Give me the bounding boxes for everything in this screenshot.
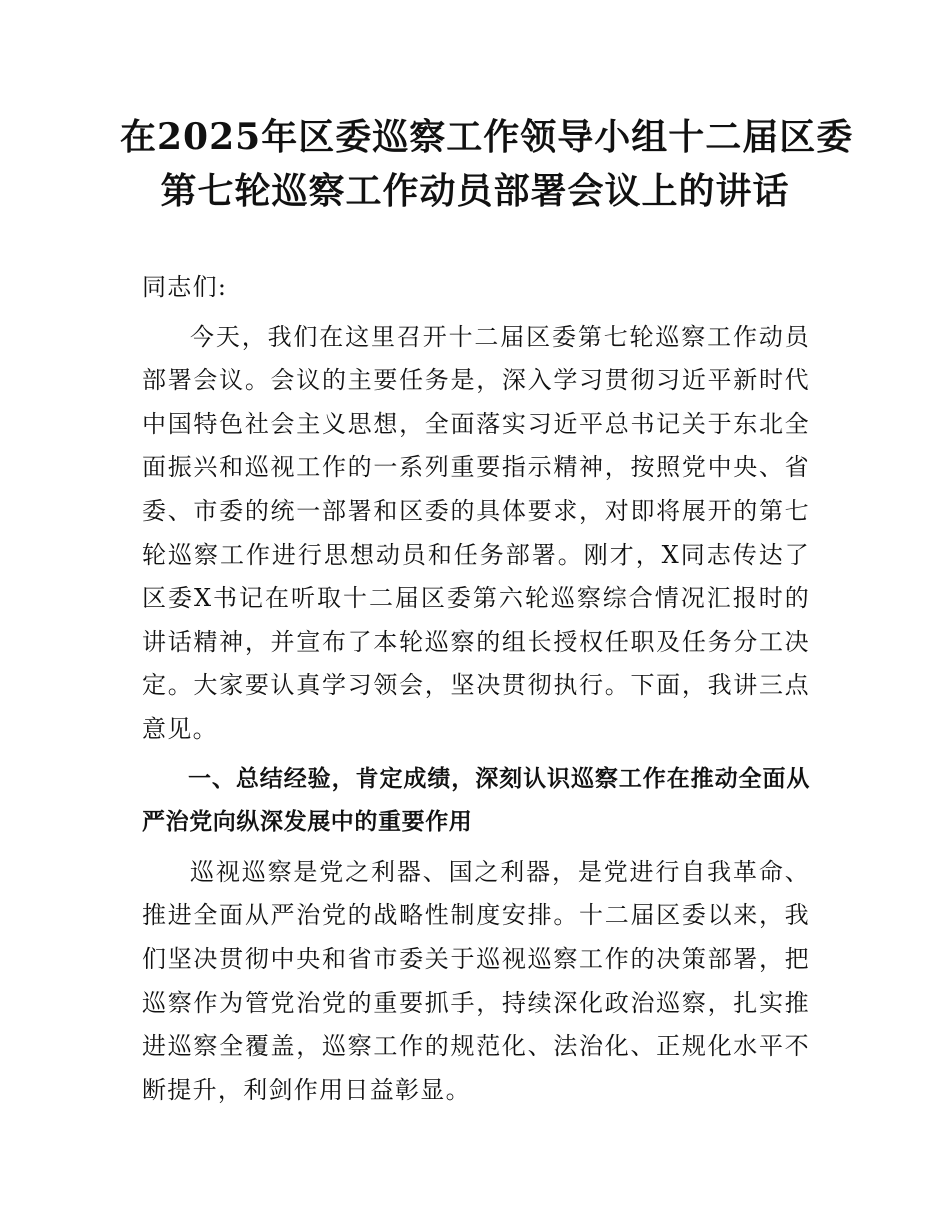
- paragraph-section-1: 巡视巡察是党之利器、国之利器，是党进行自我革命、推进全面从严治党的战略性制度安排。十二届区委以来，我们坚决贯彻中央和省市委关于巡视巡察工作的决策部署，把巡察作为管党治党的重要抓手，持续深化政治巡察，扎实推进巡察全覆盖，巡察工作的规范化、法治化、正规化水平不断提升，利剑作用日益彰显。: [142, 857, 810, 1104]
- document-body: [142, 266, 810, 1112]
- paragraph-intro: 今天，我们在这里召开十二届区委第七轮巡察工作动员部署会议。会议的主要任务是，深入学习贯彻习近平新时代中国特色社会主义思想，全面落实习近平总书记关于东北全面振兴和巡视工作的一系列重要指示精神，按照党中央、省委、市委的统一部署和区委的具体要求，对即将展开的第七轮巡察工作进行思想动员和任务部署。刚才，X同志传达了区委X书记在听取十二届区委第六轮巡察综合情况汇报时的讲话精神，并宣布了本轮巡察的组长授权任职及任务分工决定。大家要认真学习领会，坚决贯彻执行。下面，我讲三点意见。: [142, 322, 810, 743]
- title-line-1: 在2025年区委巡察工作领导小组十二届区委: [120, 116, 854, 158]
- section-heading-1: 一、总结经验，肯定成绩，深刻认识巡察工作在推动全面从严治党向纵深发展中的重要作用: [142, 765, 810, 836]
- salutation: 同志们:: [142, 273, 228, 301]
- document-title: [120, 110, 854, 218]
- title-line-2: 第七轮巡察工作动员部署会议上的讲话: [160, 170, 790, 212]
